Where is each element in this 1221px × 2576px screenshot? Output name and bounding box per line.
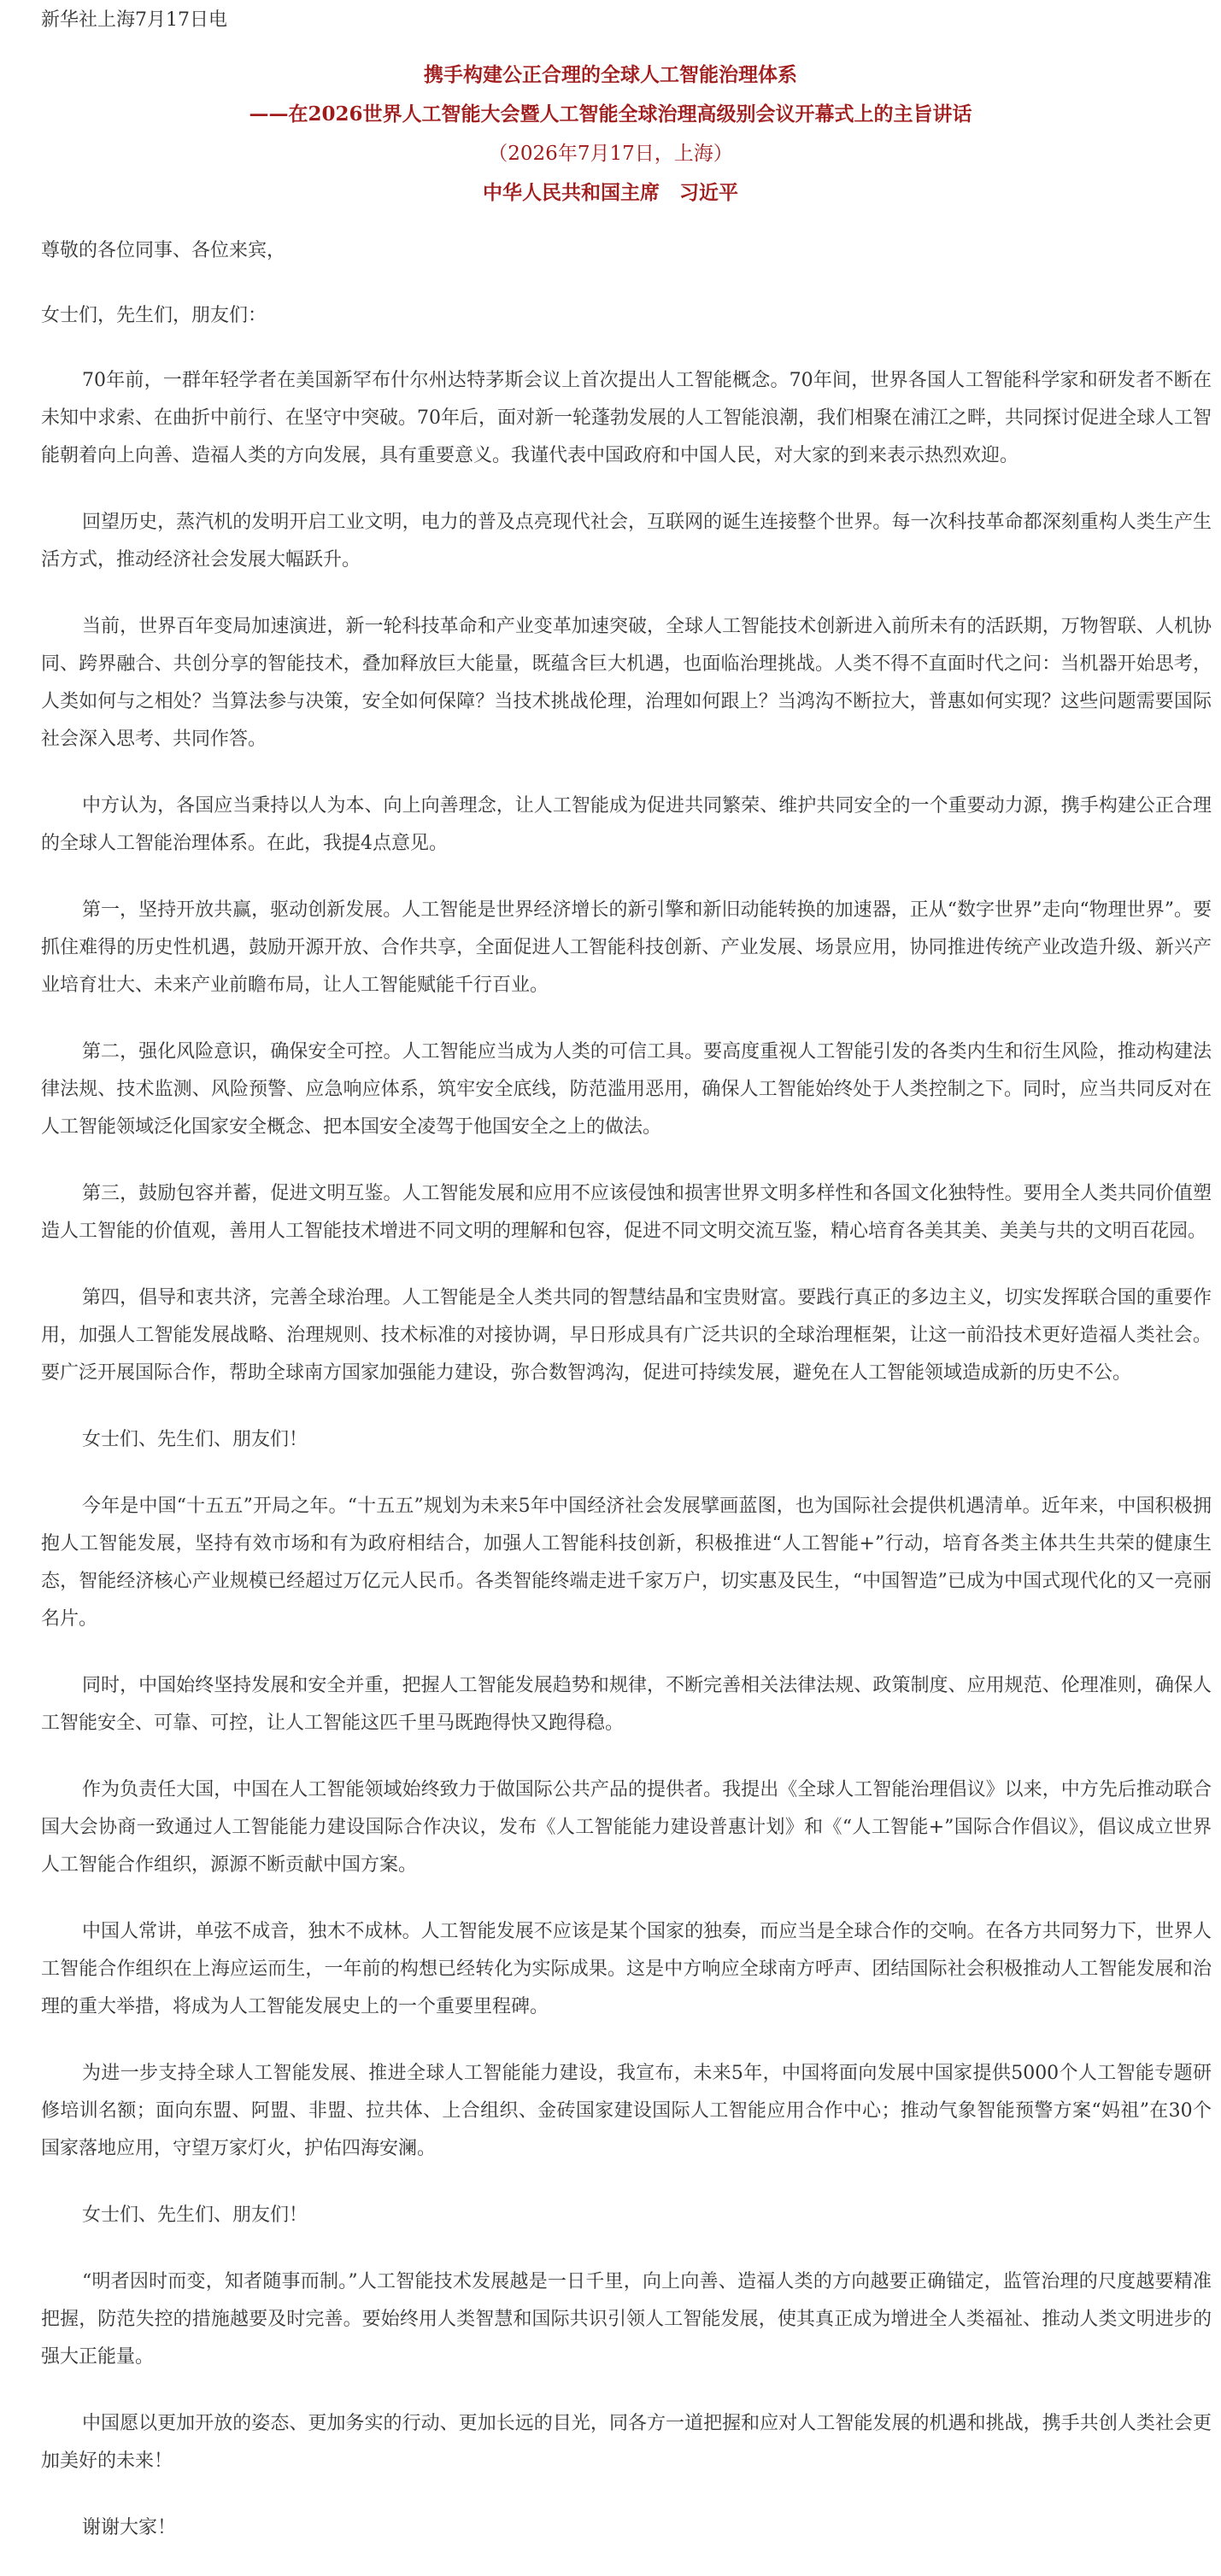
speech-date-place: （2026年7月17日，上海） — [488, 143, 733, 165]
paragraph: “明者因时而变，知者随事而制。”人工智能技术发展越是一日千里，向上向善、造福人类的方向越要正确锚定，监管治理的尺度越要精准把握，防范失控的措施越要及时完善。要始终用人类智慧和国际共识引领人工智能发展，使其真正成为增进全人类福祉、推动人类文明进步的强大正能量。 — [41, 2271, 1212, 2368]
paragraph-closing: 谢谢大家！ — [82, 2517, 177, 2538]
paragraph: 作为负责任大国，中国在人工智能领域始终致力于做国际公共产品的提供者。我提出《全球人工智能治理倡议》以来，中方先后推动联合国大会协商一致通过人工智能能力建设国际合作决议，发布《人工智能能力建设普惠计划》和《“人工智能+”国际合作倡议》，倡议成立世界人工智能合作组织，源源不断贡献中国方案。 — [41, 1779, 1212, 1876]
paragraph-point-one: 第一，坚持开放共赢，驱动创新发展。人工智能是世界经济增长的新引擎和新旧动能转换的加速器，正从“数字世界”走向“物理世界”。要抓住难得的历史性机遇，鼓励开源开放、合作共享，全面促进人工智能科技创新、产业发展、场景应用，协同推进传统产业改造升级、新兴产业培育壮大、未来产业前瞻布局，让人工智能赋能千行百业。 — [41, 899, 1212, 996]
paragraph: 当前，世界百年变局加速演进，新一轮科技革命和产业变革加速突破，全球人工智能技术创新进入前所未有的活跃期，万物智联、人机协同、跨界融合、共创分享的智能技术，叠加释放巨大能量，既蕴含巨大机遇，也面临治理挑战。人类不得不直面时代之问：当机器开始思考，人类如何与之相处？当算法参与决策，安全如何保障？当技术挑战伦理，治理如何跟上？当鸿沟不断拉大，普惠如何实现？这些问题需要国际社会深入思考、共同作答。 — [41, 616, 1212, 750]
paragraph-salutation: 女士们、先生们、朋友们！ — [82, 1429, 308, 1450]
paragraph: 今年是中国“十五五”开局之年。“十五五”规划为未来5年中国经济社会发展擘画蓝图，也为国际社会提供机遇清单。近年来，中国积极拥抱人工智能发展，坚持有效市场和有为政府相结合，加强人工智能科技创新，积极推进“人工智能+”行动，培育各类主体共生共荣的健康生态，智能经济核心产业规模已经超过万亿元人民币。各类智能终端走进千家万户，切实惠及民生，“中国智造”已成为中国式现代化的又一亮丽名片。 — [41, 1496, 1212, 1630]
paragraph: 同时，中国始终坚持发展和安全并重，把握人工智能发展趋势和规律，不断完善相关法律法规、政策制度、应用规范、伦理准则，确保人工智能安全、可靠、可控，让人工智能这匹千里马既跑得快又跑得稳。 — [41, 1675, 1212, 1734]
paragraph: 回望历史，蒸汽机的发明开启工业文明，电力的普及点亮现代社会，互联网的诞生连接整个世界。每一次科技革命都深刻重构人类生产生活方式，推动经济社会发展大幅跃升。 — [41, 512, 1212, 571]
paragraph: 70年前，一群年轻学者在美国新罕布什尔州达特茅斯会议上首次提出人工智能概念。70年间，世界各国人工智能科学家和研发者不断在未知中求索、在曲折中前行、在坚守中突破。70年后，面对新一轮蓬勃发展的人工智能浪潮，我们相聚在浦江之畔，共同探讨促进全球人工智能朝着向上向善、造福人类的方向发展，具有重要意义。我谨代表中国政府和中国人民，对大家的到来表示热烈欢迎。 — [41, 370, 1212, 466]
paragraph-salutation: 女士们、先生们、朋友们！ — [82, 2204, 308, 2226]
speech-author: 中华人民共和国主席 习近平 — [483, 181, 738, 204]
paragraph: 中国愿以更加开放的姿态、更加务实的行动、更加长远的目光，同各方一道把握和应对人工智能发展的机遇和挑战，携手共创人类社会更加美好的未来！ — [41, 2413, 1212, 2472]
paragraph-point-four: 第四，倡导和衷共济，完善全球治理。人工智能是全人类共同的智慧结晶和宝贵财富。要践行真正的多边主义，切实发挥联合国的重要作用，加强人工智能发展战略、治理规则、技术标准的对接协调，早日形成具有广泛共识的全球治理框架，让这一前沿技术更好造福人类社会。要广泛开展国际合作，帮助全球南方国家加强能力建设，弥合数智鸿沟，促进可持续发展，避免在人工智能领域造成新的历史不公。 — [41, 1287, 1212, 1384]
paragraph-point-three: 第三，鼓励包容并蓄，促进文明互鉴。人工智能发展和应用不应该侵蚀和损害世界文明多样性和各国文化独特性。要用全人类共同价值塑造人工智能的价值观，善用人工智能技术增进不同文明的理解和包容，促进不同文明交流互鉴，精心培育各美其美、美美与共的文明百花园。 — [41, 1183, 1212, 1242]
speech-body — [41, 232, 1212, 2576]
speech-subtitle: ——在2026世界人工智能大会暨人工智能全球治理高级别会议开幕式上的主旨讲话 — [249, 102, 972, 126]
paragraph-salutation: 女士们，先生们，朋友们： — [41, 305, 267, 326]
paragraph: 中国人常讲，单弦不成音，独木不成林。人工智能发展不应该是某个国家的独奏，而应当是全球合作的交响。在各方共同努力下，世界人工智能合作组织在上海应运而生，一年前的构想已经转化为实际成果。这是中方响应全球南方呼声、团结国际社会积极推动人工智能发展和治理的重大举措，将成为人工智能发展史上的一个重要里程碑。 — [41, 1921, 1212, 2017]
dateline: 新华社上海7月17日电 — [41, 9, 227, 31]
paragraph-greeting: 尊敬的各位同事、各位来宾， — [41, 240, 286, 261]
speech-header — [0, 61, 1221, 207]
paragraph-point-two: 第二，强化风险意识，确保安全可控。人工智能应当成为人类的可信工具。要高度重视人工智能引发的各类内生和衍生风险，推动构建法律法规、技术监测、风险预警、应急响应体系，筑牢安全底线，防范滥用恶用，确保人工智能始终处于人类控制之下。同时，应当共同反对在人工智能领域泛化国家安全概念、把本国安全凌驾于他国安全之上的做法。 — [41, 1041, 1212, 1138]
paragraph: 中方认为，各国应当秉持以人为本、向上向善理念，让人工智能成为促进共同繁荣、维护共同安全的一个重要动力源，携手构建公正合理的全球人工智能治理体系。在此，我提4点意见。 — [41, 795, 1212, 854]
speech-title: 携手构建公正合理的全球人工智能治理体系 — [424, 63, 797, 86]
paragraph: 为进一步支持全球人工智能发展、推进全球人工智能能力建设，我宣布，未来5年，中国将面向发展中国家提供5000个人工智能专题研修培训名额；面向东盟、阿盟、非盟、拉共体、上合组织、金砖国家建设国际人工智能应用合作中心；推动气象智能预警方案“妈祖”在30个国家落地应用，守望万家灯火，护佑四海安澜。 — [41, 2063, 1212, 2159]
